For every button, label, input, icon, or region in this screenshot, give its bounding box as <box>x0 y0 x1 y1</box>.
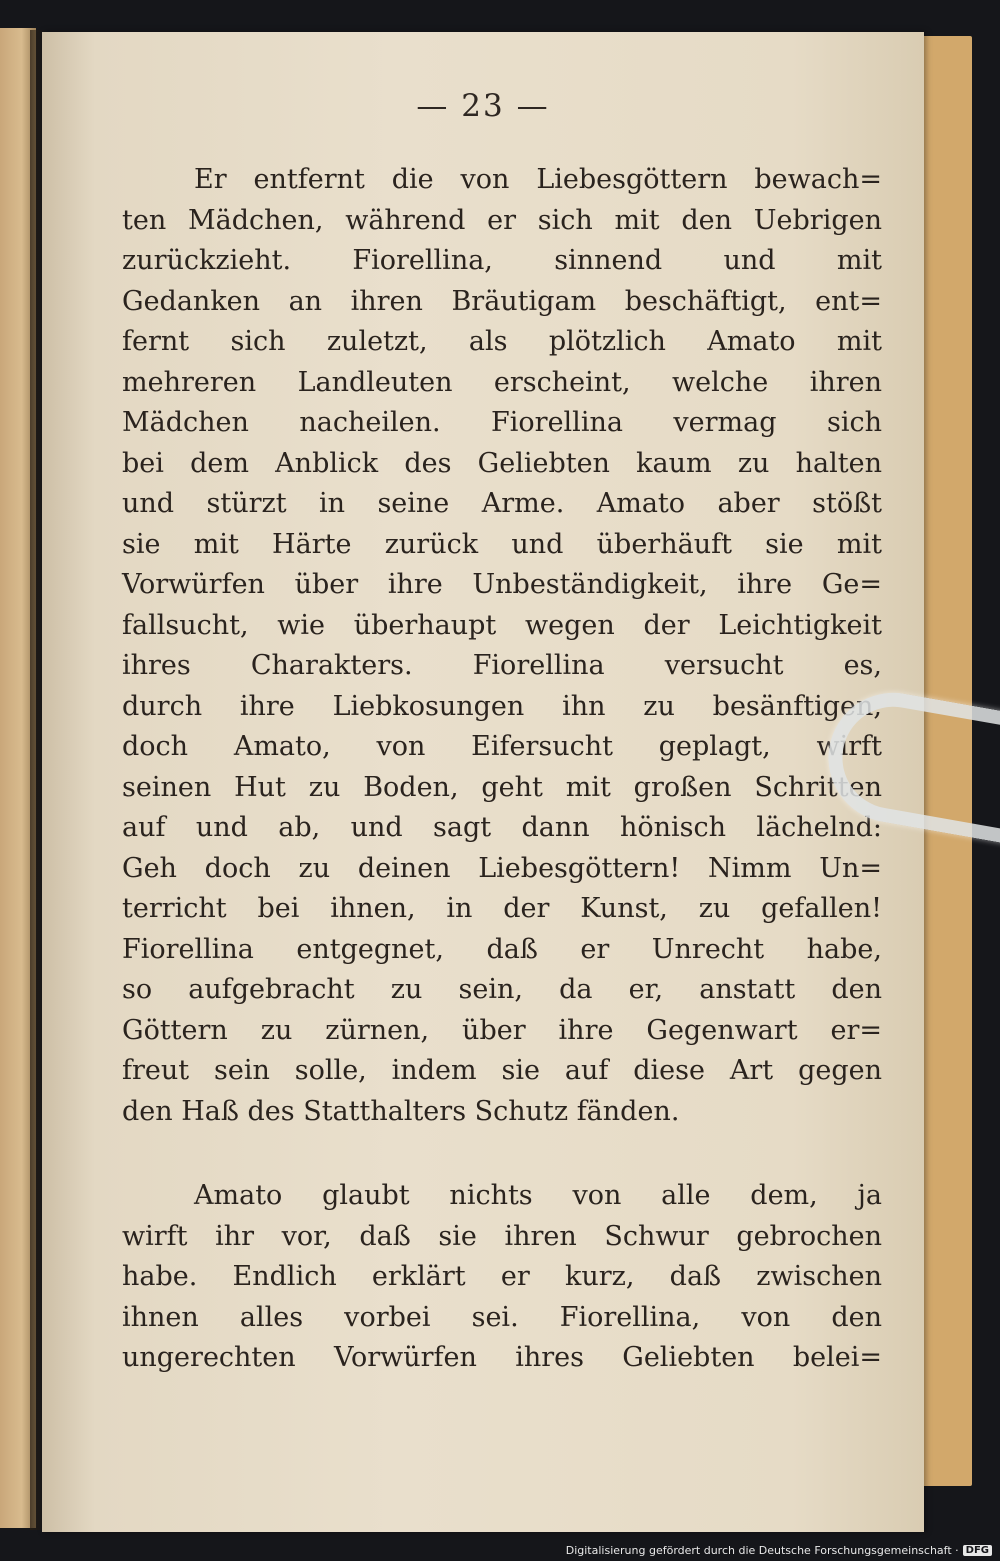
text-line: wirft ihr vor, daß sie ihren Schwur gebrochen <box>122 1220 882 1252</box>
book-page <box>42 32 924 1532</box>
dfg-logo-icon: DFG <box>963 1545 992 1556</box>
text-line: den Haß des Statthalters Schutz fänden. <box>122 1095 680 1127</box>
text-line: Göttern zu zürnen, über ihre Gegenwart er= <box>122 1014 882 1046</box>
text-line: Geh doch zu deinen Liebesgöttern! Nimm Un= <box>122 852 882 884</box>
text-line: habe. Endlich erklärt er kurz, daß zwischen <box>122 1261 882 1292</box>
text-line: terricht bei ihnen, in der Kunst, zu gefallen! <box>122 893 882 924</box>
paragraph-gap <box>122 1132 882 1176</box>
text-line: ten Mädchen, während er sich mit den Uebrigen <box>122 204 882 236</box>
text-line: ungerechten Vorwürfen ihres Geliebten belei= <box>122 1342 882 1373</box>
text-line: durch ihre Liebkosungen ihn zu besänftigen, <box>122 690 882 722</box>
text-line: auf und ab, und sagt dann hönisch lächelnd: <box>122 812 882 843</box>
text-line: ihres Charakters. Fiorellina versucht es, <box>122 650 882 681</box>
text-line: freut sein solle, indem sie auf diese Art gegen <box>122 1055 882 1086</box>
text-line: sie mit Härte zurück und überhäuft sie mit <box>122 528 882 560</box>
digitization-footer <box>566 1544 992 1557</box>
text-line: doch Amato, von Eifersucht geplagt, wirft <box>122 731 882 762</box>
text-line: so aufgebracht zu sein, da er, anstatt den <box>122 974 882 1005</box>
text-line: fallsucht, wie überhaupt wegen der Leichtigkeit <box>122 609 882 641</box>
text-line: und stürzt in seine Arme. Amato aber stößt <box>122 488 882 519</box>
text-line: Fiorellina entgegnet, daß er Unrecht habe, <box>122 933 882 965</box>
body-text <box>122 160 882 1379</box>
text-line: fernt sich zuletzt, als plötzlich Amato mit <box>122 326 882 357</box>
text-line: seinen Hut zu Boden, geht mit großen Schritten <box>122 771 882 803</box>
footer-credit: Digitalisierung gefördert durch die Deutsche Forschungsgemeinschaft · <box>565 1544 959 1557</box>
text-line: Er entfernt die von Liebesgöttern bewach= <box>194 164 882 195</box>
text-line: mehreren Landleuten erscheint, welche ihren <box>122 366 882 398</box>
text-line: zurückzieht. Fiorellina, sinnend und mit <box>122 245 882 276</box>
text-line: Gedanken an ihren Bräutigam beschäftigt, ent= <box>122 285 882 317</box>
text-line: ihnen alles vorbei sei. Fiorellina, von den <box>122 1301 882 1333</box>
text-line: Vorwürfen über ihre Unbeständigkeit, ihre Ge= <box>122 569 882 600</box>
text-line: Amato glaubt nichts von alle dem, ja <box>194 1180 882 1211</box>
text-line: Mädchen nacheilen. Fiorellina vermag sich <box>122 407 882 438</box>
page-number: — 23 — <box>416 88 550 124</box>
text-line: bei dem Anblick des Geliebten kaum zu halten <box>122 447 882 479</box>
paragraph <box>122 160 882 1132</box>
paragraph <box>122 1176 882 1379</box>
